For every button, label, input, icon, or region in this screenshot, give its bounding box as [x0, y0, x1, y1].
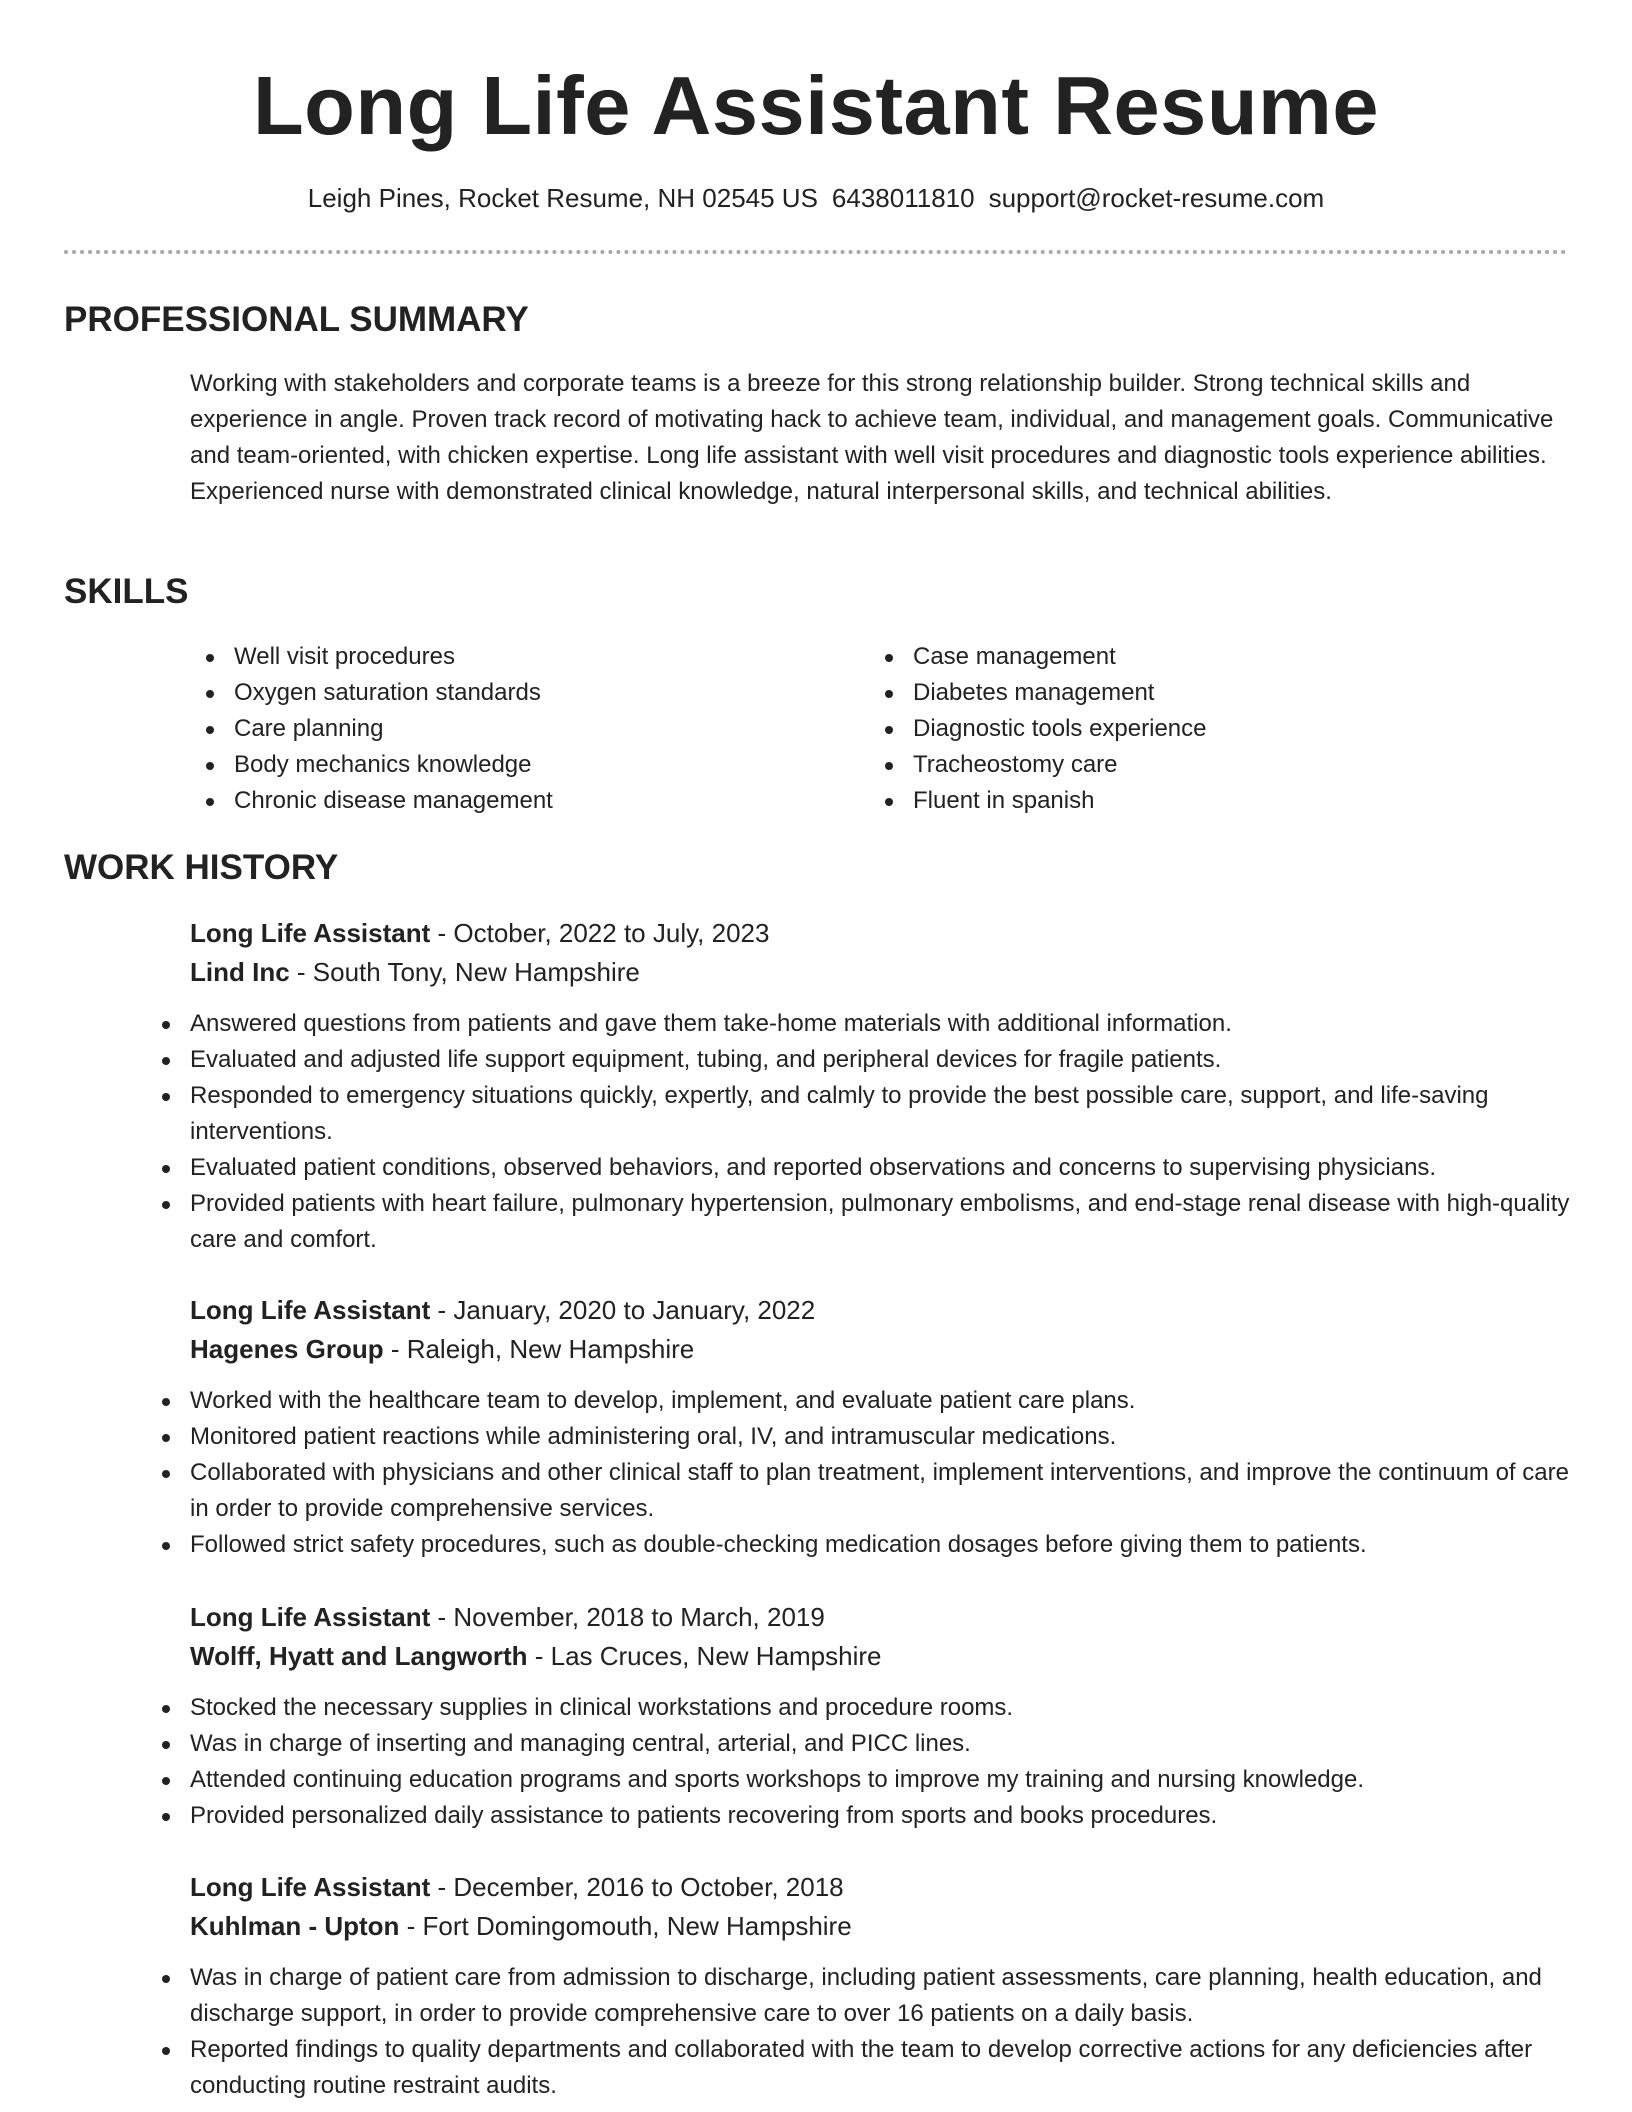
job-duty: Stocked the necessary supplies in clinical workstations and procedure rooms. [146, 1690, 1570, 1726]
job-duties [146, 1006, 1570, 1258]
skill-item: Body mechanics knowledge [190, 747, 553, 783]
job-title-line [190, 1868, 1570, 1907]
job-company: Hagenes Group [190, 1334, 384, 1364]
job-company-line [190, 1330, 1570, 1369]
job-dates: - October, 2022 to July, 2023 [430, 918, 770, 948]
job-location: - South Tony, New Hampshire [289, 957, 640, 987]
job-company: Kuhlman - Upton [190, 1911, 400, 1941]
contact-address: Leigh Pines, Rocket Resume, NH 02545 US [307, 183, 818, 213]
job-duty: Evaluated patient conditions, observed behaviors, and reported observations and concerns to supervising physicians. [146, 1150, 1570, 1186]
job-duty: Followed strict safety procedures, such as double-checking medication dosages before giving them to patients. [146, 1527, 1570, 1563]
work-history-heading: WORK HISTORY [64, 848, 339, 887]
job-dates: - December, 2016 to October, 2018 [430, 1872, 844, 1902]
skill-item: Tracheostomy care [869, 747, 1207, 783]
job-title-line [190, 1291, 1570, 1330]
skill-item: Oxygen saturation standards [190, 675, 553, 711]
job-entry [190, 1868, 1570, 2104]
summary-heading: PROFESSIONAL SUMMARY [64, 300, 529, 339]
skill-item: Care planning [190, 711, 553, 747]
header-divider [64, 250, 1567, 254]
job-duty: Evaluated and adjusted life support equipment, tubing, and peripheral devices for fragile patients. [146, 1042, 1570, 1078]
job-title: Long Life Assistant [190, 918, 431, 948]
job-title-line [190, 914, 1570, 953]
job-location: - Las Cruces, New Hampshire [527, 1641, 882, 1671]
job-dates: - November, 2018 to March, 2019 [430, 1602, 825, 1632]
job-location: - Fort Domingomouth, New Hampshire [399, 1911, 852, 1941]
skills-list-left [190, 639, 553, 819]
job-entry [190, 914, 1570, 1258]
skills-heading: SKILLS [64, 572, 189, 611]
job-duty: Responded to emergency situations quickly, expertly, and calmly to provide the best possible care, support, and life-saving interventions. [146, 1078, 1570, 1150]
skill-item: Diabetes management [869, 675, 1207, 711]
job-duty: Was in charge of inserting and managing central, arterial, and PICC lines. [146, 1726, 1570, 1762]
job-company: Lind Inc [190, 957, 290, 987]
job-duty: Monitored patient reactions while administering oral, IV, and intramuscular medications. [146, 1419, 1570, 1455]
contact-line [0, 180, 1632, 216]
job-title-line [190, 1598, 1570, 1637]
job-duty: Answered questions from patients and gave them take-home materials with additional information. [146, 1006, 1570, 1042]
job-title: Long Life Assistant [190, 1872, 431, 1902]
job-dates: - January, 2020 to January, 2022 [430, 1295, 816, 1325]
skill-item: Well visit procedures [190, 639, 553, 675]
job-duty: Was in charge of patient care from admission to discharge, including patient assessments, care planning, health education, and discharge support, in order to provide comprehensive care to over 16 patients on a daily basis. [146, 1960, 1570, 2032]
skill-item: Diagnostic tools experience [869, 711, 1207, 747]
job-entry [190, 1598, 1570, 1834]
job-company-line [190, 953, 1570, 992]
job-company-line [190, 1637, 1570, 1676]
job-duty: Provided patients with heart failure, pulmonary hypertension, pulmonary embolisms, and end-stage renal disease with high-quality care and comfort. [146, 1186, 1570, 1258]
job-duty: Attended continuing education programs and sports workshops to improve my training and nursing knowledge. [146, 1762, 1570, 1798]
job-duties [146, 1690, 1570, 1834]
skill-item: Chronic disease management [190, 783, 553, 819]
job-company: Wolff, Hyatt and Langworth [190, 1641, 528, 1671]
skill-item: Fluent in spanish [869, 783, 1207, 819]
skill-item: Case management [869, 639, 1207, 675]
job-title: Long Life Assistant [190, 1602, 431, 1632]
contact-phone: 6438011810 [831, 183, 975, 213]
job-location: - Raleigh, New Hampshire [383, 1334, 695, 1364]
job-duties [146, 1383, 1570, 1563]
summary-text: Working with stakeholders and corporate teams is a breeze for this strong relationship builder. Strong technical skills and experience in angle. Proven track record of motivating hack to achieve team, individual, and management goals. Communicative and team-oriented, with chicken expertise. Long life assistant with well visit procedures and diagnostic tools experience abilities. Experienced nurse with demonstrated clinical knowledge, natural interpersonal skills, and technical abilities. [190, 370, 1554, 505]
job-duty: Collaborated with physicians and other clinical staff to plan treatment, implement interventions, and improve the continuum of care in order to provide comprehensive services. [146, 1455, 1570, 1527]
job-duty: Provided personalized daily assistance to patients recovering from sports and books procedures. [146, 1798, 1570, 1834]
skills-list-right [869, 639, 1207, 819]
contact-email: support@rocket-resume.com [988, 183, 1325, 213]
job-title: Long Life Assistant [190, 1295, 431, 1325]
job-duties [146, 1960, 1570, 2104]
job-company-line [190, 1907, 1570, 1946]
job-duty: Reported findings to quality departments and collaborated with the team to develop corrective actions for any deficiencies after conducting routine restraint audits. [146, 2032, 1570, 2104]
job-entry [190, 1291, 1570, 1563]
job-duty: Worked with the healthcare team to develop, implement, and evaluate patient care plans. [146, 1383, 1570, 1419]
resume-title: Long Life Assistant Resume [252, 59, 1379, 152]
